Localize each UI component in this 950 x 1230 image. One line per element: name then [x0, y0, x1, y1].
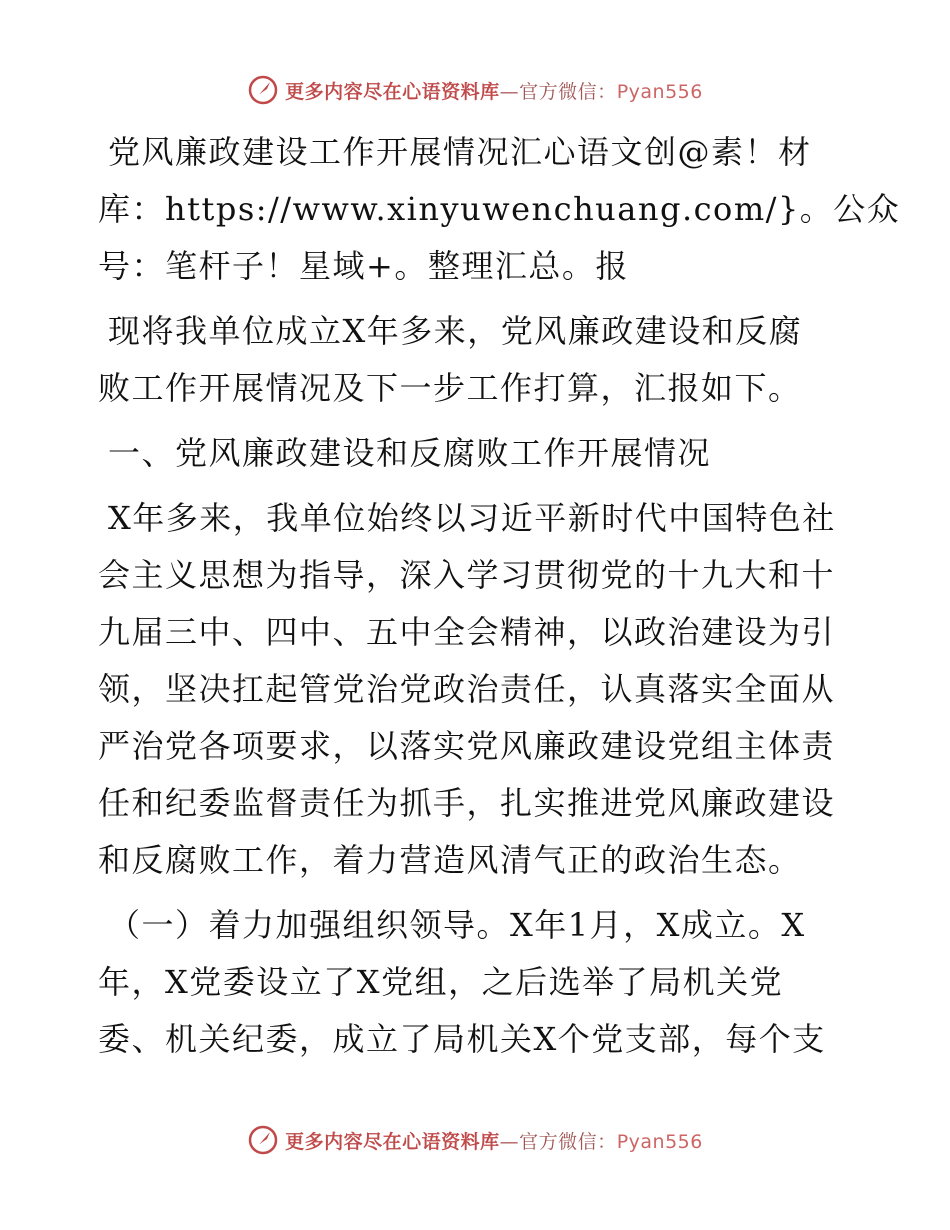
watermark-inner-footer [247, 1124, 703, 1156]
para1-line-7: 和反腐败工作，着力营造风清气正的政治生态。 [98, 841, 802, 879]
watermark-dash: — [499, 80, 520, 103]
para2-line-1: （一）着力加强组织领导。X年1月，X成立。X [108, 906, 806, 944]
section-title [98, 425, 858, 482]
watermark-id: Pyan556 [616, 80, 703, 103]
watermark-text-footer [285, 1127, 703, 1154]
para1-line-2: 会主义思想为指导，深入学习贯彻党的十九大和十 [98, 556, 836, 594]
header-line-2: 库：https://www.xinyuwenchuang.com/}。公众 [98, 190, 901, 228]
intro-line-1: 现将我单位成立X年多来，党风廉政建设和反腐 [108, 312, 803, 350]
para2-line-3: 委、机关纪委，成立了局机关X个党支部，每个支 [98, 1020, 826, 1058]
para1-line-6: 任和纪委监督责任为抓手，扎实推进党风廉政建设 [98, 784, 836, 822]
watermark-sub: 官方微信： [519, 80, 617, 103]
body-paragraph-2 [98, 897, 858, 1068]
header-line-3: 号：笔杆子！星域+。整理汇总。报 [98, 247, 629, 285]
watermark-dash-footer: — [499, 1130, 520, 1153]
watermark-id-footer: Pyan556 [616, 1130, 703, 1153]
body-paragraph-1 [98, 490, 858, 889]
intro-paragraph [98, 303, 858, 417]
watermark-text [285, 77, 703, 104]
para2-line-2: 年，X党委设立了X党组，之后选举了局机关党 [98, 963, 784, 1001]
para1-line-5: 严治党各项要求，以落实党风廉政建设党组主体责 [98, 727, 836, 765]
para1-line-3: 九届三中、四中、五中全会精神，以政治建设为引 [98, 613, 836, 651]
section1-title: 一、党风廉政建设和反腐败工作开展情况 [108, 434, 712, 472]
header-line-1: 党风廉政建设工作开展情况汇心语文创@素！材 [108, 133, 812, 171]
quill-logo-icon [247, 74, 279, 106]
watermark-header [0, 70, 950, 110]
watermark-brand-footer: 更多内容尽在心语资料库 [285, 1130, 500, 1153]
para1-line-1: X年多来，我单位始终以习近平新时代中国特色社 [108, 499, 836, 537]
header-paragraph [98, 124, 901, 295]
quill-logo-icon [247, 1124, 279, 1156]
para1-line-4: 领，坚决扛起管党治党政治责任，认真落实全面从 [98, 670, 836, 708]
watermark-inner [247, 74, 703, 106]
watermark-sub-footer: 官方微信： [519, 1130, 617, 1153]
intro-line-2: 败工作开展情况及下一步工作打算，汇报如下。 [98, 369, 802, 407]
document-body [98, 124, 901, 1076]
watermark-brand: 更多内容尽在心语资料库 [285, 80, 500, 103]
watermark-footer [0, 1120, 950, 1160]
